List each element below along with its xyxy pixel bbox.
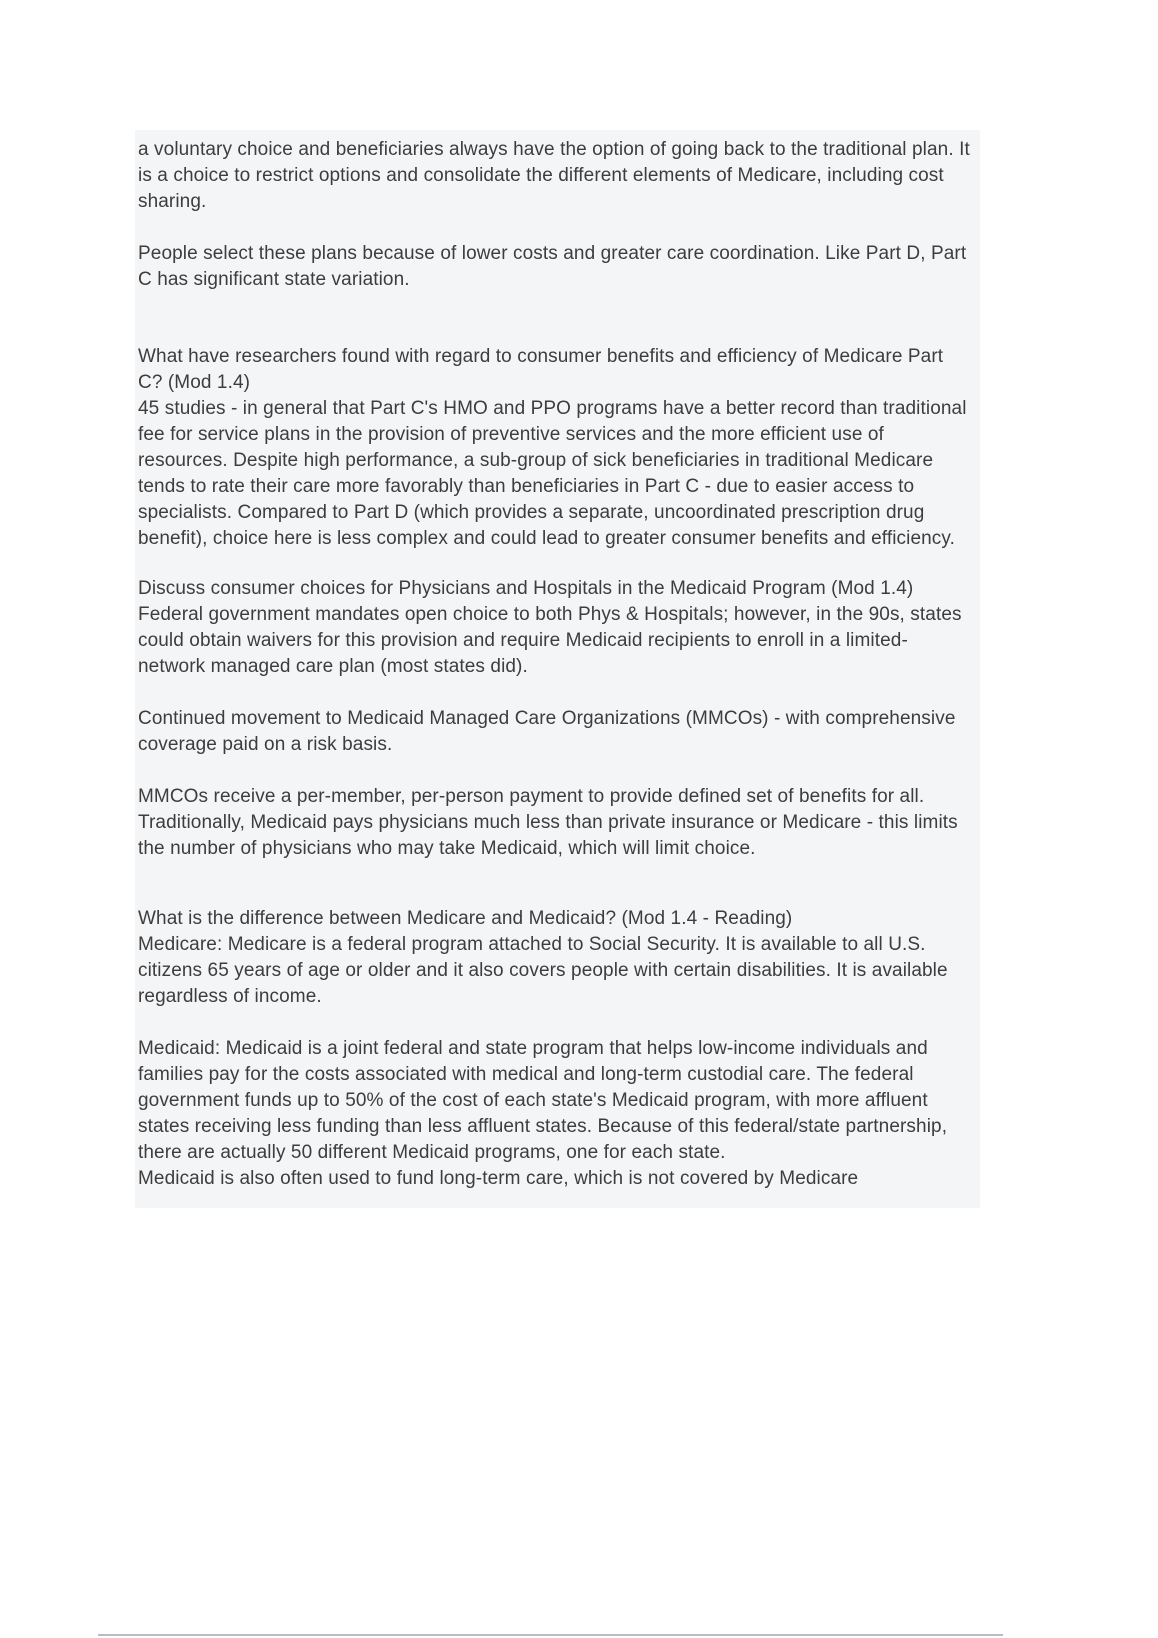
flashcard-question: What have researchers found with regard to consumer benefits and efficiency of Medicare Part C? (Mod 1.4) bbox=[138, 346, 944, 393]
page-bottom-divider bbox=[98, 1634, 1003, 1636]
flashcard-answer: Federal government mandates open choice to both Phys & Hospitals; however, in the 90s, states could obtain waivers for this provision and require Medicaid recipients to enroll in a limited-network managed care plan (most states did). bbox=[138, 604, 962, 677]
intro-paragraph: People select these plans because of lower costs and greater care coordination. Like Part D, Part C has significant state variation. bbox=[138, 243, 967, 290]
intro-paragraph: a voluntary choice and beneficiaries always have the option of going back to the traditional plan. It is a choice to restrict options and consolidate the different elements of Medicare, including cost sharing. bbox=[138, 139, 970, 212]
flashcard-answer: Medicaid is also often used to fund long-term care, which is not covered by Medicare bbox=[138, 1168, 859, 1189]
flashcard-medicaid-choices bbox=[138, 576, 970, 862]
flashcard-question: What is the difference between Medicare and Medicaid? (Mod 1.4 - Reading) bbox=[138, 908, 793, 929]
flashcard-part-c bbox=[138, 344, 970, 552]
flashcard-answer: 45 studies - in general that Part C's HMO and PPO programs have a better record than traditional fee for service plans in the provision of preventive services and the more efficient use of resources. Despite high performance, a sub-group of sick beneficiaries in traditional Medicare tends to rate their care more favorably than beneficiaries in Part C - due to easier access to specialists. Compared to Part D (which provides a separate, uncoordinated prescription drug benefit), choice here is less complex and could lead to greater consumer benefits and efficiency. bbox=[138, 398, 967, 549]
flashcard-answer: Continued movement to Medicaid Managed Care Organizations (MMCOs) - with comprehensive coverage paid on a risk basis. bbox=[138, 708, 956, 755]
flashcard-answer: MMCOs receive a per-member, per-person payment to provide defined set of benefits for all. Traditionally, Medicaid pays physicians much less than private insurance or Medicare - this limits the number of physicians who may take Medicaid, which will limit choice. bbox=[138, 786, 958, 859]
flashcard-medicare-vs-medicaid bbox=[138, 906, 970, 1192]
flashcard-answer: Medicare: Medicare is a federal program attached to Social Security. It is available to all U.S. citizens 65 years of age or older and it also covers people with certain disabilities. It is available regardless of income. bbox=[138, 934, 948, 1007]
flashcard-question: Discuss consumer choices for Physicians and Hospitals in the Medicaid Program (Mod 1.4) bbox=[138, 578, 914, 599]
document-text-column bbox=[135, 130, 980, 1208]
flashcard-answer: Medicaid: Medicaid is a joint federal and state program that helps low-income individuals and families pay for the costs associated with medical and long-term custodial care. The federal government funds up to 50% of the cost of each state's Medicaid program, with more affluent states receiving less funding than less affluent states. Because of this federal/state partnership, there are actually 50 different Medicaid programs, one for each state. bbox=[138, 1038, 948, 1163]
